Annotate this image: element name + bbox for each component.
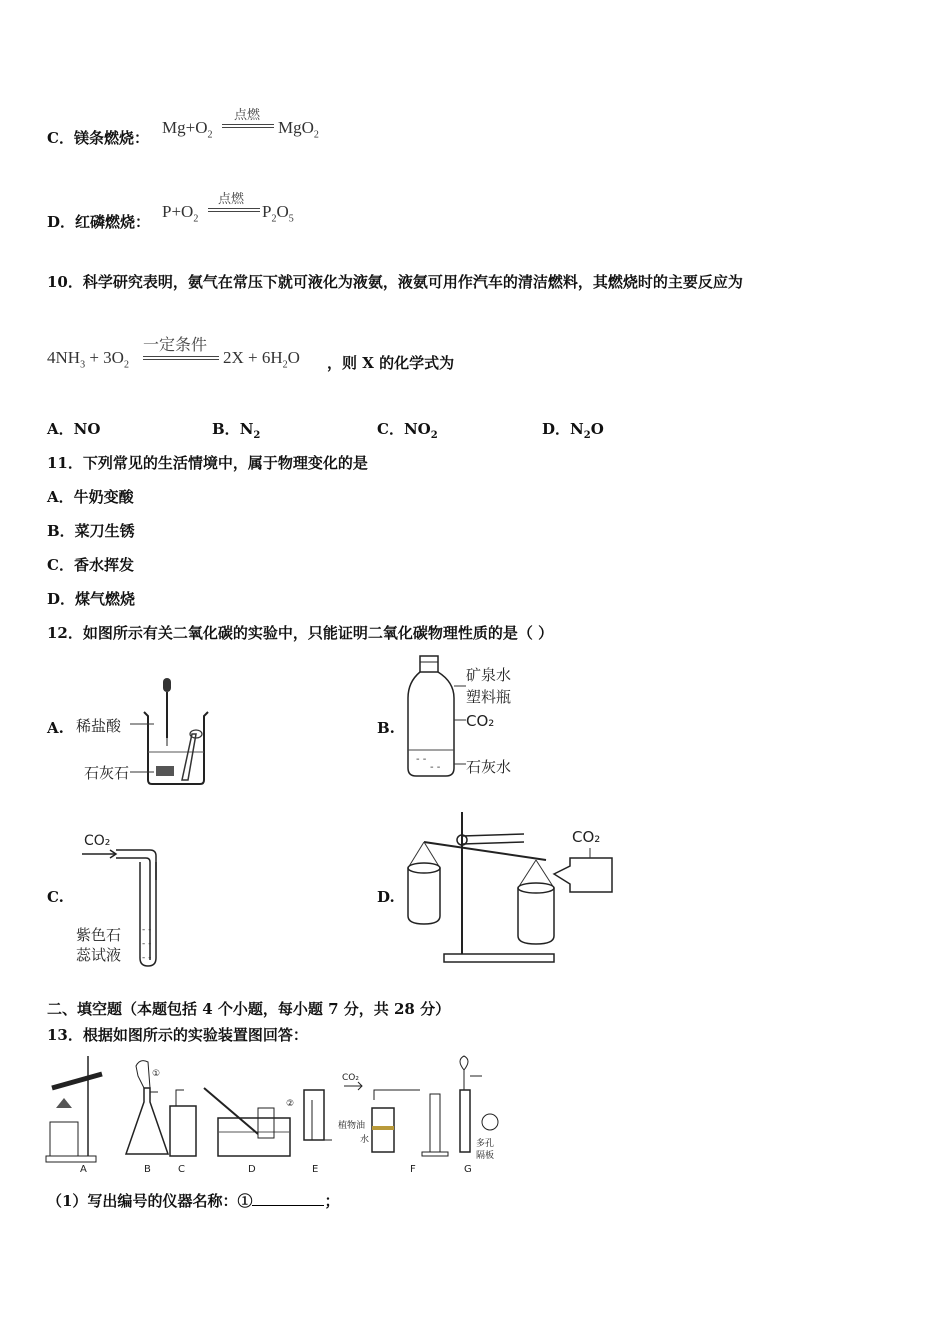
reaction-condition: 一定条件	[143, 335, 208, 354]
label-limewater: 石灰水	[466, 758, 512, 776]
reaction-condition: 点燃	[218, 191, 245, 206]
label-co2: CO₂	[466, 712, 495, 730]
apparatus-label-e: E	[312, 1164, 319, 1175]
equals-sign	[222, 124, 274, 128]
q11-option-b: B．菜刀生锈	[47, 522, 135, 540]
apparatus-plate-label-2: 隔板	[476, 1151, 495, 1161]
apparatus-label-c: C	[178, 1164, 185, 1175]
apparatus-label-a: A	[80, 1164, 87, 1175]
q9-option-c-equation: $Mg+O_2$ 点燃 MgO$_2$	[162, 118, 342, 148]
equals-sign	[143, 356, 219, 360]
figure-beaker-acid-limestone	[130, 676, 220, 788]
answer-blank[interactable]	[252, 1191, 324, 1206]
q12-stem: 12．如图所示有关二氧化碳的实验中，只能证明二氧化碳物理性质的是（ ）	[47, 624, 554, 642]
apparatus-plate-label-1: 多孔	[476, 1139, 495, 1149]
q11-option-d: D．煤气燃烧	[47, 590, 136, 608]
svg-text:- -: - -	[142, 925, 152, 935]
figure-plastic-bottle	[404, 654, 464, 780]
apparatus-label-f: F	[410, 1164, 416, 1175]
apparatus-oil-label: 植物油	[338, 1121, 366, 1131]
q9-option-d-equation: $P+O_2$ 点燃 $P_2O_5$	[162, 202, 342, 232]
q9-option-c-label: C．镁条燃烧：	[47, 129, 149, 147]
apparatus-water-label: 水	[360, 1135, 370, 1145]
q12-option-a-letter: A.	[47, 719, 64, 737]
equals-sign	[208, 208, 260, 212]
q12-option-c-letter: C.	[47, 888, 64, 906]
label-mineral-water: 矿泉水	[466, 666, 512, 684]
svg-text:- -: - -	[142, 953, 152, 963]
apparatus-number-1: ①	[152, 1069, 161, 1079]
label-purple-litmus-1: 紫色石	[76, 926, 122, 944]
q11-option-c: C．香水挥发	[47, 556, 134, 574]
q12-option-b-letter: B.	[377, 719, 395, 737]
q13-stem: 13．根据如图所示的实验装置图回答：	[47, 1026, 308, 1044]
q9-option-d-label: D．红磷燃烧：	[47, 213, 151, 231]
q10-stem: 10．科学研究表明，氨气在常压下就可液化为液氨，液氨可用作汽车的清洁燃料，其燃烧时的主要反应为	[47, 273, 743, 291]
label-dilute-hcl: 稀盐酸	[76, 717, 122, 735]
label-purple-litmus-2: 蕊试液	[76, 946, 122, 964]
q10-option-b: B．$N_2$	[212, 420, 261, 441]
reaction-condition: 点燃	[234, 107, 261, 122]
figure-lab-apparatus	[44, 1050, 504, 1176]
label-co2-d: CO₂	[572, 828, 601, 846]
apparatus-label-b: B	[144, 1164, 151, 1175]
q13-sub1: （1）写出编号的仪器名称：① ；	[47, 1192, 340, 1210]
apparatus-co2-label: CO₂	[342, 1073, 359, 1083]
label-plastic-bottle: 塑料瓶	[466, 688, 512, 706]
svg-text:- -: - -	[416, 754, 427, 765]
q12-option-d-letter: D.	[377, 888, 395, 906]
q10-equation: $4NH_3 + 3O_2$ 一定条件 $2X + 6H_2O$ ，则 X 的化学式为	[47, 348, 467, 382]
apparatus-label-g: G	[464, 1164, 472, 1175]
label-co2-c: CO₂	[84, 833, 111, 849]
q10-tail: ，则 X 的化学式为	[327, 354, 455, 372]
label-limestone: 石灰石	[84, 764, 130, 782]
q11-option-a: A．牛奶变酸	[47, 488, 134, 506]
section-title: 二、填空题（本题包括 4 个小题，每小题 7 分，共 28 分）	[47, 1000, 451, 1018]
q11-stem: 11．下列常见的生活情境中，属于物理变化的是	[47, 454, 368, 472]
q10-option-d: D．$N_2O$	[542, 420, 604, 441]
q10-option-a: A．NO	[47, 420, 101, 438]
svg-text:- -: - -	[142, 939, 152, 949]
q10-option-c: C．$NO_2$	[377, 420, 438, 441]
apparatus-label-d: D	[248, 1164, 256, 1175]
apparatus-number-2: ②	[286, 1099, 295, 1109]
svg-text:- -: - -	[430, 762, 441, 773]
